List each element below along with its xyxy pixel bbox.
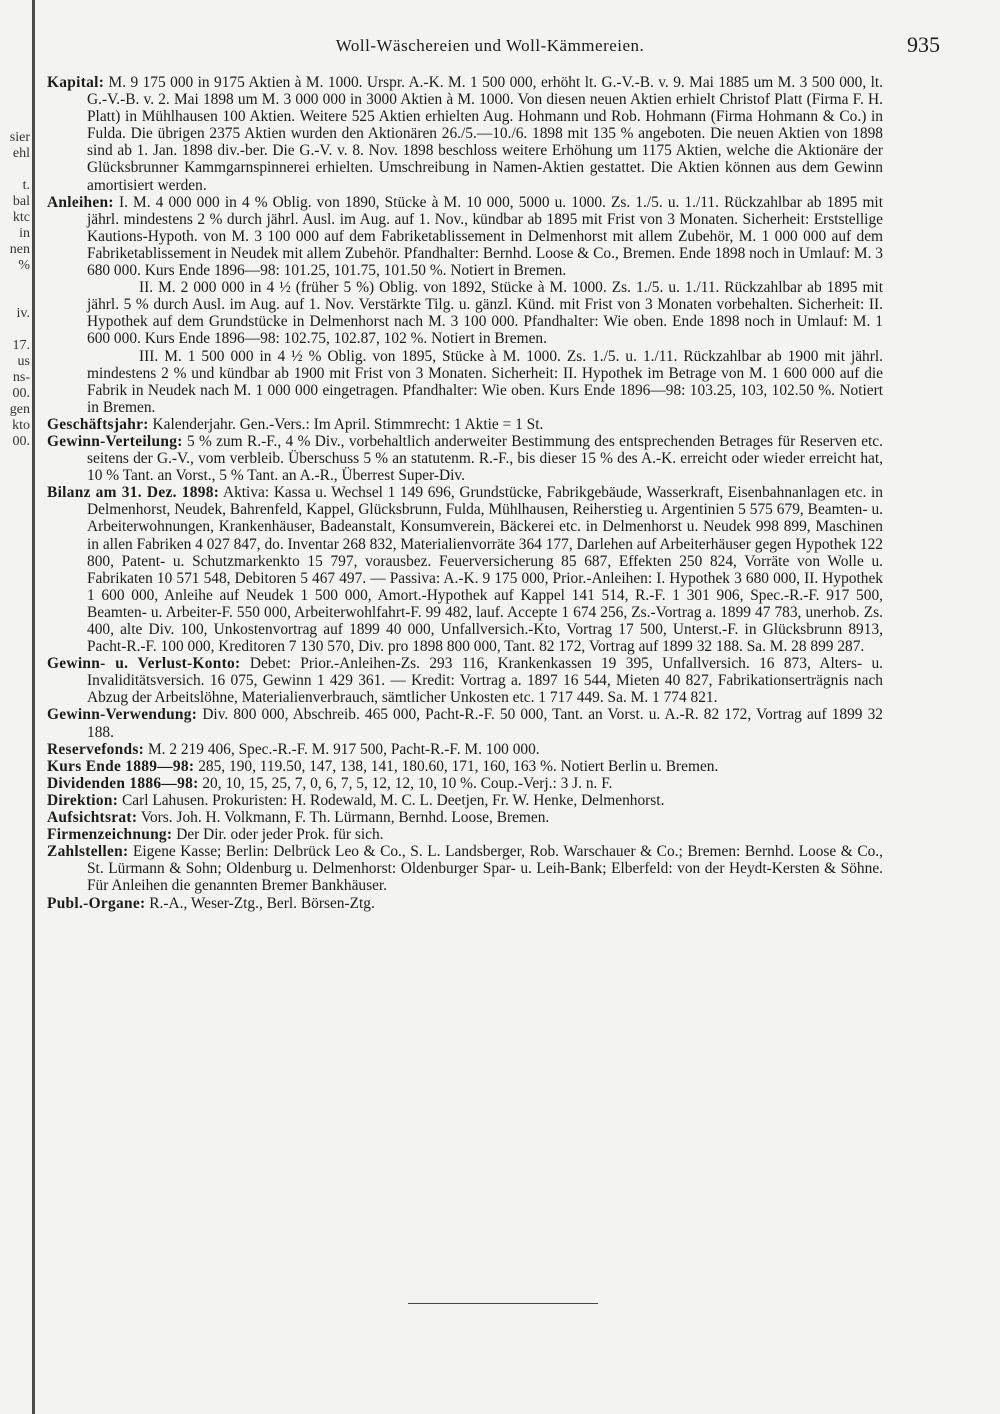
fragment: in bbox=[19, 226, 30, 241]
entry-aufsichtsrat bbox=[47, 809, 883, 826]
entry-text: Carl Lahusen. Prokuristen: H. Rodewald, M. C. L. Deetjen, Fr. W. Henke, Delmenhorst. bbox=[121, 791, 665, 809]
fragment: sier bbox=[9, 130, 30, 145]
entry-label: Geschäftsjahr: bbox=[47, 415, 149, 433]
entry-gewinn-verlust bbox=[47, 655, 883, 706]
article-body bbox=[47, 74, 883, 912]
page-number: 935 bbox=[907, 32, 940, 57]
entry-zahlstellen bbox=[47, 843, 883, 894]
fragment: ehl bbox=[12, 146, 30, 161]
fragment: % bbox=[18, 258, 30, 273]
entry-text: M. 9 175 000 in 9175 Aktien à M. 1000. Urspr. A.-K. M. 1 500 000, erhöht lt. G.-V.-B. v. 9. Mai 1885 um M. 3 500 000, lt. G.-V.-B. v. 2. Mai 1898 um M. 3 000 000 in 3000 Aktien à M. 1000. Von diesen neuen Aktien erhielt Christof Platt (Firma F. H. Platt) in Mühlhausen 100 Aktien. Weitere 525 Aktien erhielten Aug. Hohmann und Rob. Hohmann (Firma Hohmann & Co.) in Fulda. Die übrigen 2375 Aktien wurden den Aktionären 26./5.—10./6. 1898 mit 135 % angeboten. Die neuen Aktien von 1898 sind ab 1. Jan. 1898 div.-ber. Die G.-V. v. 8. Nov. 1898 beschloss weitere Erhöhung um 1175 Aktien, welche die Aktionäre der Glücksbrunner Kammgarnspinnerei erhielten. Umschreibung in Namen-Aktien gestattet. Die Aktien können aus dem Gewinn amortisiert werden. bbox=[87, 74, 883, 194]
fragment: 00. bbox=[12, 434, 30, 449]
entry-dividenden bbox=[47, 775, 883, 792]
entry-label: Direktion: bbox=[47, 791, 119, 809]
entry-label: Gewinn- u. Verlust-Konto: bbox=[47, 655, 241, 673]
entry-label: Aufsichtsrat: bbox=[47, 809, 138, 827]
entry-text: 5 % zum R.-F., 4 % Div., vorbehaltlich anderweiter Bestimmung des entsprechenden Betrages für Reserven etc. seitens der G.-V., vom verbleib. Überschuss 5 % an statutenm. R.-F., bis dieser 15 % des A.-K. erreicht oder wieder erreicht hat, 10 % Tant. an Vorst., 5 % Tant. an A.-R., Überrest Super-Div. bbox=[87, 432, 883, 485]
entry-text: III. M. 1 500 000 in 4 ½ % Oblig. von 1895, Stücke à M. 1000. Zs. 1./5. u. 1./11. Rückzahlbar ab 1900 mit jährl. mindestens 2 % und kündbar ab 1900 mit Frist von 3 Monaten. Sicherheit: II. Hypothek im Betrage von M. 1 600 000 auf die Fabrik in Neudek nach M. 1 000 000 eingetragen. Pfandhalter: Wie oben. Kurs Ende 1896—98: 103.25, 103, 102.50 %. Notiert in Bremen. bbox=[87, 347, 883, 416]
entry-text: Kalenderjahr. Gen.-Vers.: Im April. Stimmrecht: 1 Aktie = 1 St. bbox=[152, 415, 544, 433]
entry-text: Aktiva: Kassa u. Wechsel 1 149 696, Grundstücke, Fabrikgebäude, Wasserkraft, Eisenbahnanlagen etc. in Delmenhorst, Neudek, Bahrenfeld, Kappel, Glücksbrunn, Fulda, Mühlhausen, Reiherstieg u. Argentinien 5 575 679, Beamten- u. Arbeiterwohnungen, Krankenhäuser, Badeanstalt, Konsumverein, Bäckerei etc. in Delmenhorst u. Neudek 998 899, Maschinen in allen Fabriken 4 027 847, do. Inventar 268 832, Materialienvorräte 364 177, Darlehen auf Arbeiterhäuser gegen Hypothek 122 800, Patent- u. Schutzmarkenkto 15 797, vorausbez. Feuerversicherung 85 687, Effekten 250 824, Vorräte von Wolle u. Fabrikaten 10 571 548, Debitoren 5 467 497. — Passiva: A.-K. 9 175 000, Prior.-Anleihen: I. Hypothek 3 680 000, II. Hypothek 1 600 000, Anleihe auf Neudek 1 500 000, Amort.-Hypothek auf Kappel 141 514, R.-F. 1 301 906, Spec.-R.-F. 917 500, Beamten- u. Arbeiter-F. 550 000, Arbeiterwohlfahrt-F. 99 482, lauf. Accepte 1 674 256, Zs.-Vortrag a. 1899 47 783, unerhob. Zs. 400, alte Div. 100, Unkostenvortrag auf 1899 40 000, Unfallversich.-Kto, Vortrag 17 500, Unterst.-F. in Glücksbrunn 8913, Pacht-R.-F. 100 000, Kreditoren 7 130 570, Div. pro 1898 800 000, Tant. 82 172, Vortrag auf 1899 32 188. Sa. M. 28 899 287. bbox=[87, 484, 884, 656]
entry-kurs bbox=[47, 758, 883, 775]
entry-reservefonds bbox=[47, 741, 883, 758]
entry-gewinn-verteilung bbox=[47, 433, 883, 484]
fragment: ns- bbox=[12, 370, 30, 385]
entry-firmenzeichnung bbox=[47, 826, 883, 843]
entry-text: Eigene Kasse; Berlin: Delbrück Leo & Co., S. L. Landsberger, Rob. Warschauer & Co.; Bremen: Bernhd. Loose & Co., St. Lürmann & Sohn; Oldenburg u. Delmenhorst: Oldenburger Spar- u. Leih-Bank; Elberfeld: von der Heydt-Kersten & Söhne. Für Anleihen die genannten Bremer Bankhäuser. bbox=[87, 843, 883, 895]
entry-text: Debet: Prior.-Anleihen-Zs. 293 116, Krankenkassen 19 395, Unfallversich. 16 873, Alters- u. Invaliditätsversich. 16 075, Gewinn 1 429 361. — Kredit: Vortrag a. 1897 16 544, Mieten 40 827, Fabrikationserträgnis nach Abzug der Arbeitslöhne, Materialienverbrauch, sämtlicher Unkosten etc. 1 717 449. Sa. M. 1 774 821. bbox=[87, 655, 884, 707]
fragment bbox=[0, 290, 30, 306]
entry-text: Der Dir. oder jeder Prok. für sich. bbox=[176, 826, 384, 844]
fragment: ktc bbox=[12, 210, 30, 225]
entry-text: II. M. 2 000 000 in 4 ½ (früher 5 %) Oblig. von 1892, Stücke à M. 1000. Zs. 1./5. u. 1./11. Rückzahlbar ab 1895 mit jährl. 5 % durch Ausl. im Aug. auf 1. Nov. Verstärkte Tilg. u. gänzl. Künd. mit Frist von 3 Monaten vorbehalten. Sicherheit: II. Hypothek auf dem Grundstücke in Delmenhorst nach M. 3 100 000. Pfandhalter: Wie oben. Ende 1898 noch in Umlauf: M. 1 600 000. Kurs Ende 1896—98: 102.75, 102.87, 102 %. Notiert in Bremen. bbox=[87, 279, 883, 348]
entry-kapital bbox=[47, 74, 883, 194]
fragment: us bbox=[17, 354, 30, 369]
entry-label: Firmenzeichnung: bbox=[47, 826, 173, 844]
entry-text: R.-A., Weser-Ztg., Berl. Börsen-Ztg. bbox=[149, 894, 375, 912]
fragment bbox=[0, 274, 30, 290]
fragment: 17. bbox=[12, 338, 30, 353]
fragment: nen bbox=[9, 242, 30, 257]
fragment: kto bbox=[12, 418, 30, 433]
closing-rule bbox=[408, 1303, 598, 1304]
fragment bbox=[0, 162, 30, 178]
adjacent-page-fragments bbox=[0, 130, 30, 450]
entry-direktion bbox=[47, 792, 883, 809]
entry-text: M. 2 219 406, Spec.-R.-F. M. 917 500, Pacht-R.-F. M. 100 000. bbox=[147, 740, 540, 758]
entry-text: Vors. Joh. H. Volkmann, F. Th. Lürmann, Bernhd. Loose, Bremen. bbox=[140, 809, 550, 827]
fragment: gen bbox=[9, 402, 30, 417]
fragment: t. bbox=[22, 178, 30, 193]
entry-text: 285, 190, 119.50, 147, 138, 141, 180.60, 171, 160, 163 %. Notiert Berlin u. Bremen. bbox=[198, 757, 719, 775]
entry-label: Zahlstellen: bbox=[47, 843, 129, 861]
entry-text: I. M. 4 000 000 in 4 % Oblig. von 1890, Stücke à M. 10 000, 5000 u. 1000. Zs. 1./5. u. 1./11. Rückzahlbar ab 1895 mit jährl. mindestens 2 % durch jährl. Ausl. im Aug. auf 1. Nov., kündbar ab 1895 mit Frist von 3 Monaten. Sicherheit: Erststellige Kautions-Hypoth. von M. 3 100 000 auf dem Fabriketablissement in Delmenhorst mit allem Zubehör, M. 1 000 000 auf dem Fabriketablissement in Neudek mit allem Zubehör. Pfandhalter: Bernhd. Loose & Co., Bremen. Ende 1898 noch in Umlauf: M. 3 680 000. Kurs Ende 1896—98: 101.25, 101.75, 101.50 %. Notiert in Bremen. bbox=[87, 193, 883, 280]
entry-label: Dividenden 1886—98: bbox=[47, 774, 199, 792]
entry-label: Reservefonds: bbox=[47, 740, 145, 758]
entry-anleihen bbox=[47, 194, 883, 279]
binding-edge-line bbox=[32, 0, 35, 1414]
entry-label: Gewinn-Verteilung: bbox=[47, 432, 183, 450]
entry-geschaeftsjahr bbox=[47, 416, 883, 433]
entry-anleihe-iii bbox=[47, 348, 883, 416]
entry-label: Kurs Ende 1889—98: bbox=[47, 757, 195, 775]
entry-bilanz bbox=[47, 484, 883, 655]
fragment: 00. bbox=[12, 386, 30, 401]
entry-label: Anleihen: bbox=[47, 193, 114, 211]
fragment: bal bbox=[12, 194, 30, 209]
entry-label: Gewinn-Verwendung: bbox=[47, 706, 198, 724]
fragment bbox=[0, 322, 30, 338]
running-head bbox=[40, 32, 940, 60]
entry-text: 20, 10, 15, 25, 7, 0, 6, 7, 5, 12, 12, 10, 10 %. Coup.-Verj.: 3 J. n. F. bbox=[202, 774, 613, 792]
entry-gewinn-verwendung bbox=[47, 706, 883, 740]
fragment: iv. bbox=[16, 306, 30, 321]
entry-anleihe-ii bbox=[47, 279, 883, 347]
entry-label: Bilanz am 31. Dez. 1898: bbox=[47, 484, 220, 502]
entry-label: Kapital: bbox=[47, 74, 105, 91]
entry-text: Div. 800 000, Abschreib. 465 000, Pacht-R.-F. 50 000, Tant. an Vorst. u. A.-R. 82 172, Vortrag auf 1899 32 188. bbox=[87, 706, 883, 741]
entry-publ-organe bbox=[47, 895, 883, 912]
running-title: Woll-Wäschereien und Woll-Kämmereien. bbox=[335, 36, 645, 55]
entry-label: Publ.-Organe: bbox=[47, 894, 146, 912]
